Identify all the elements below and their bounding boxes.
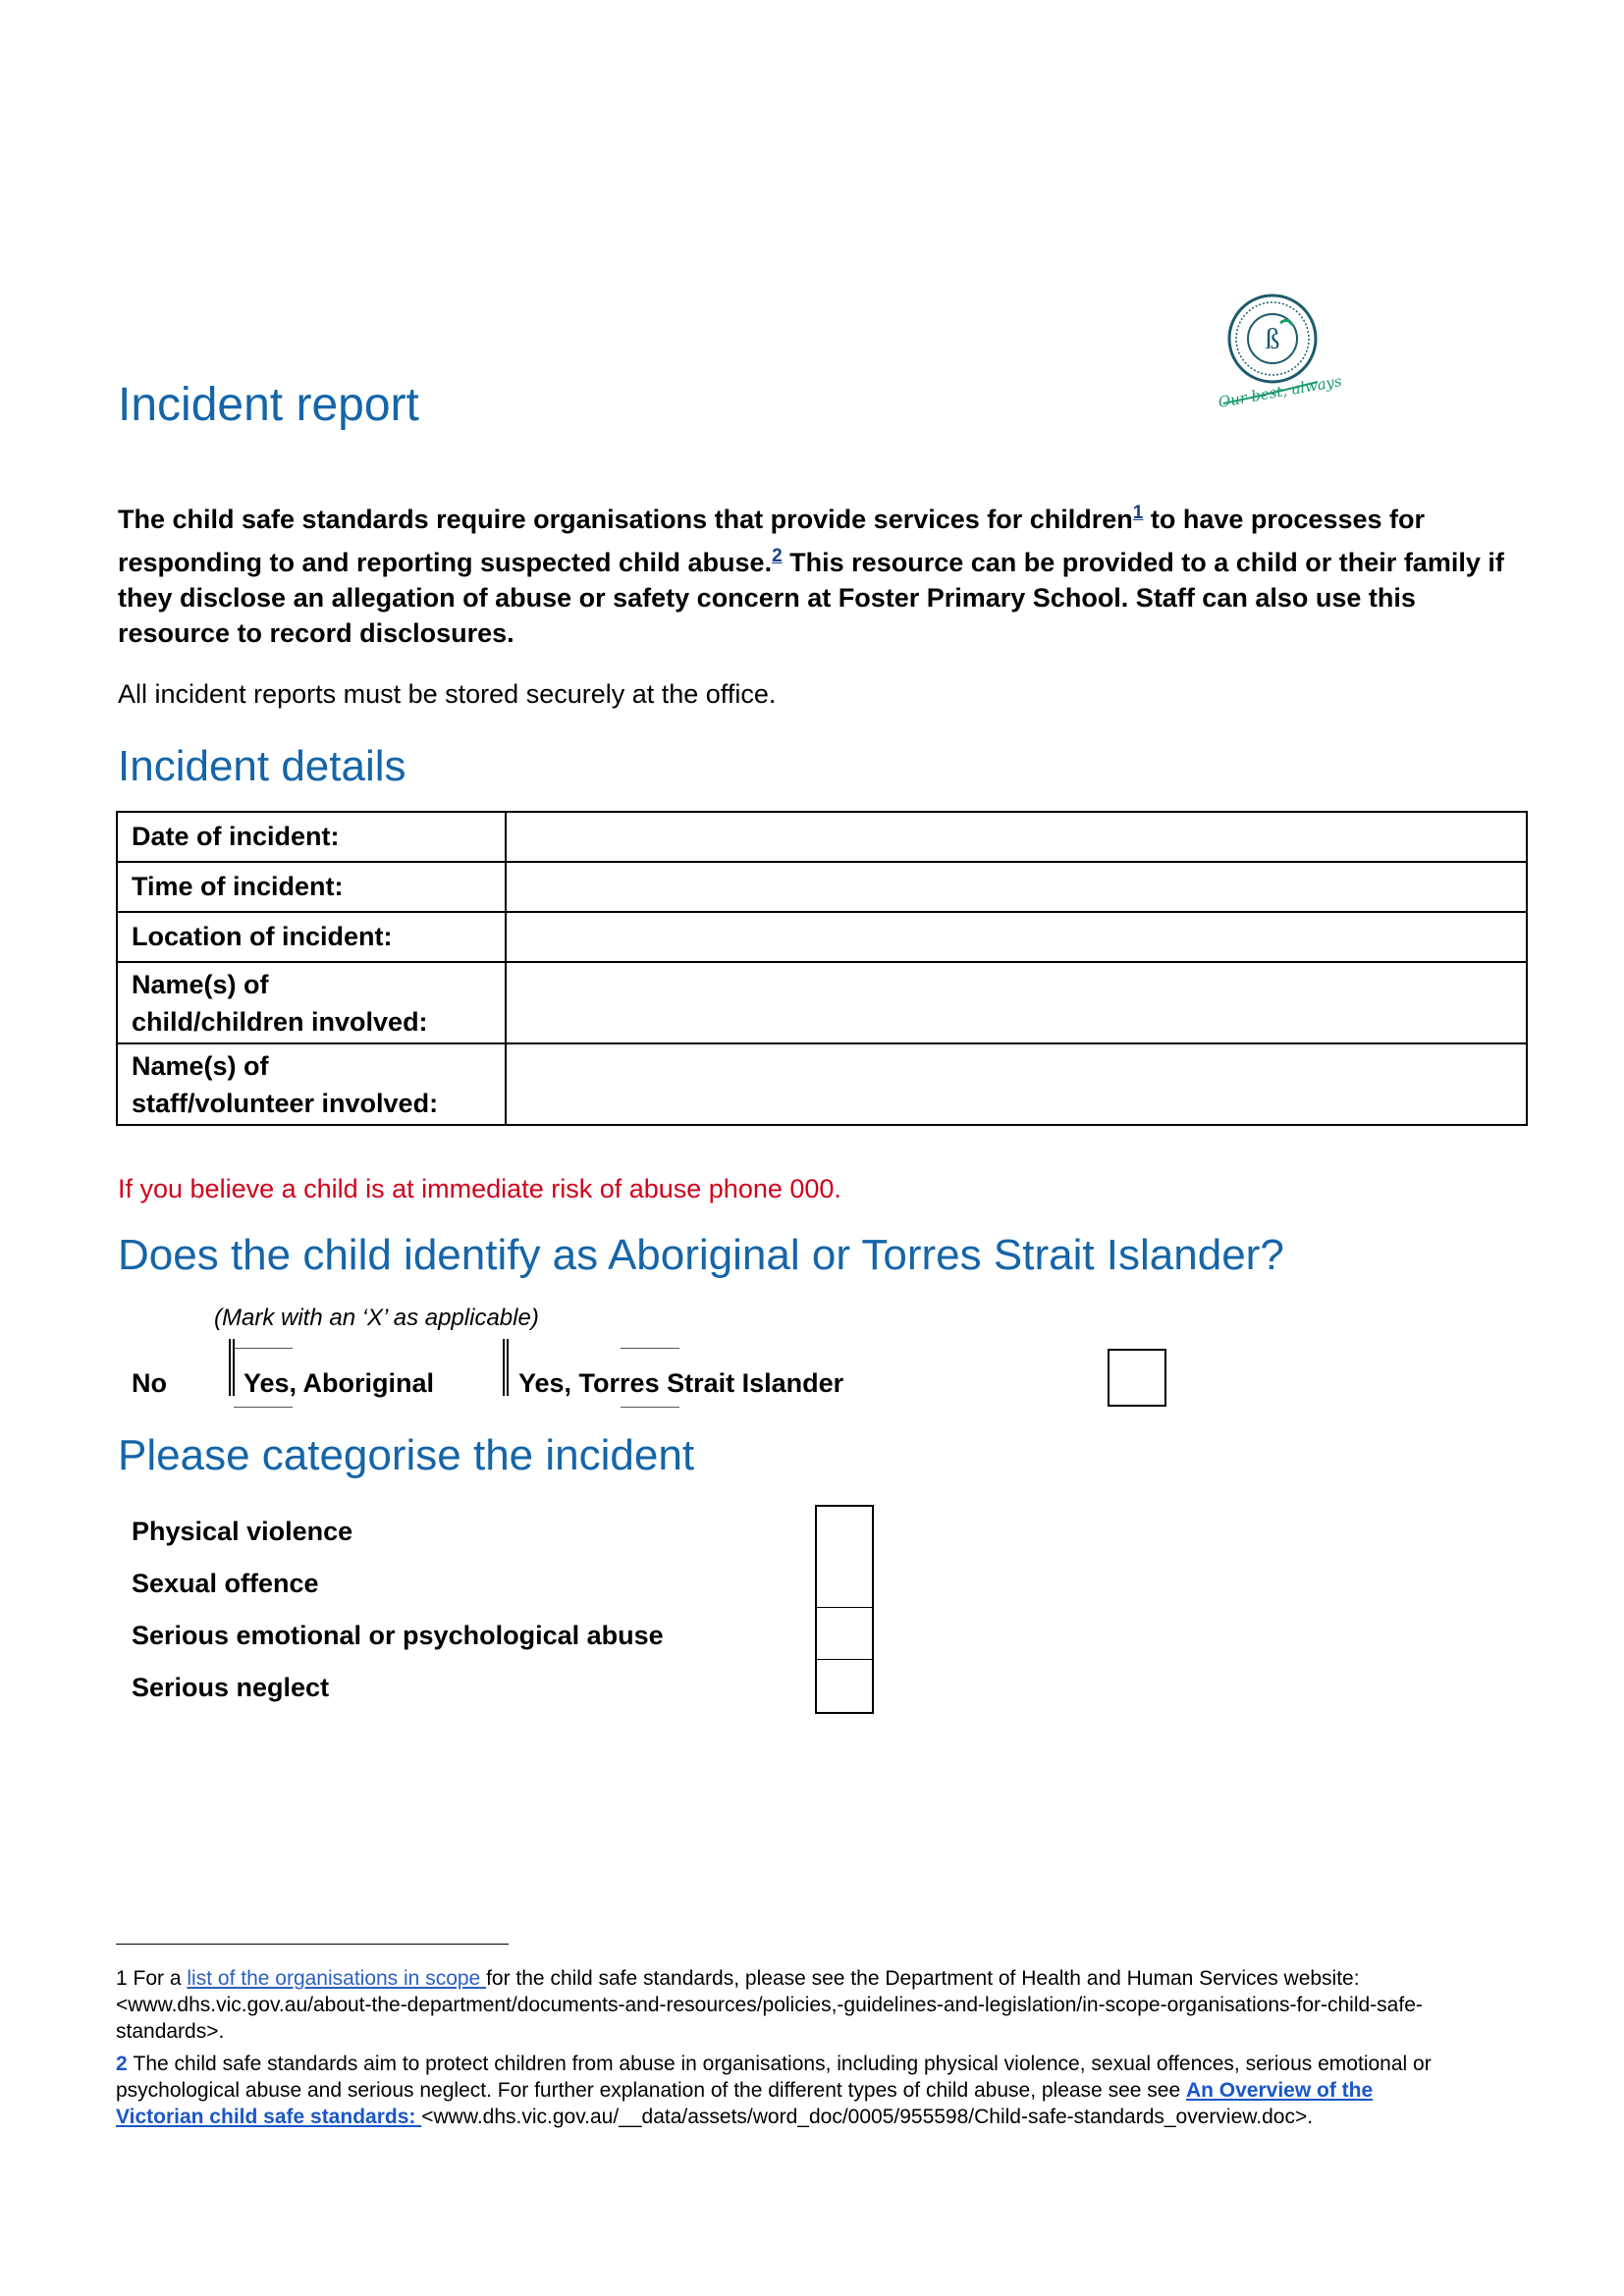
date-field[interactable] — [506, 812, 1527, 862]
category-sexual-label: Sexual offence — [132, 1569, 319, 1598]
time-label: Time of incident: — [117, 862, 506, 912]
option-no-label: No — [132, 1368, 167, 1398]
footnote-1-text: For a — [133, 1967, 188, 1990]
organisations-in-scope-link[interactable]: list of the organisations in scope — [187, 1967, 487, 1990]
table-row — [117, 862, 1527, 912]
footnote-1-text-cont: for the child safe standards, please see the Department of Health and Human Services website: — [486, 1967, 1360, 1990]
category-physical-label: Physical violence — [132, 1517, 353, 1546]
children-label — [117, 962, 506, 1043]
overview-link-part1[interactable]: An Overview of the — [1185, 2079, 1374, 2102]
footnote-2-text-cont: psychological abuse and serious neglect. For further explanation of the different types of child abuse, please see see — [116, 2079, 1186, 2102]
staff-label-line2: staff/volunteer involved: — [132, 1088, 439, 1118]
mark-hint: (Mark with an ‘X’ as applicable) — [214, 1305, 539, 1331]
risk-warning: If you believe a child is at immediate risk of abuse phone 000. — [118, 1174, 841, 1203]
storage-note: All incident reports must be stored securely at the office. — [118, 679, 777, 709]
checkbox-neglect[interactable] — [815, 1660, 874, 1714]
footnote-ref-2[interactable]: 2 — [772, 546, 783, 566]
checkbox-aboriginal-edge[interactable] — [503, 1339, 509, 1396]
option-torres-label: Yes, Torres Strait Islander — [518, 1368, 844, 1398]
children-field[interactable] — [506, 962, 1527, 1043]
footnote-2-url: <www.dhs.vic.gov.au/__data/assets/word_doc/0005/955598/Child-safe-standards_overview.doc>. — [421, 2106, 1314, 2128]
time-field[interactable] — [506, 862, 1527, 912]
category-neglect-label: Serious neglect — [132, 1673, 330, 1702]
intro-text-3: This resource can be provided to a child or their family if they disclose an allegation of abuse or safety concern at Foster Primary School. Staff can also use this resource to record disclosures. — [118, 548, 1504, 648]
location-field[interactable] — [506, 912, 1527, 962]
incident-details-table — [116, 811, 1528, 1126]
footnote-2-number: 2 — [116, 2053, 128, 2075]
table-row — [117, 912, 1527, 962]
staff-label — [117, 1043, 506, 1125]
table-row — [117, 1043, 1527, 1125]
identify-heading: Does the child identify as Aboriginal or Torres Strait Islander? — [118, 1231, 1284, 1279]
intro-paragraph — [118, 494, 1512, 651]
overview-link-part2[interactable]: Victorian child safe standards: — [116, 2106, 422, 2128]
checkbox-rule — [621, 1407, 679, 1408]
footnote-2 — [116, 2051, 1520, 2130]
staff-field[interactable] — [506, 1043, 1527, 1125]
date-label: Date of incident: — [117, 812, 506, 862]
page-title: Incident report — [118, 379, 419, 431]
category-emotional-label: Serious emotional or psychological abuse — [132, 1621, 664, 1650]
checkbox-rule — [621, 1348, 679, 1349]
table-row — [117, 812, 1527, 862]
children-label-line2: child/children involved: — [132, 1006, 428, 1037]
footnote-divider — [116, 1944, 509, 1945]
incident-details-heading: Incident details — [118, 742, 406, 790]
footnote-1-url-1: <www.dhs.vic.gov.au/about-the-department/documents-and-resources/policies,-guidelines-and-legislation/in-scope-organisations-for-child-safe- — [116, 1994, 1423, 2016]
school-logo — [1217, 290, 1343, 417]
location-label: Location of incident: — [117, 912, 506, 962]
option-aboriginal-label: Yes, Aboriginal — [244, 1368, 435, 1398]
svg-text:ß: ß — [1265, 323, 1280, 355]
checkbox-rule — [234, 1348, 293, 1349]
intro-text-1: The child safe standards require organisations that provide services for children — [118, 505, 1133, 534]
checkbox-sexual[interactable] — [815, 1557, 874, 1609]
checkbox-emotional[interactable] — [815, 1608, 874, 1661]
checkbox-physical[interactable] — [815, 1505, 874, 1559]
checkbox-rule — [234, 1407, 293, 1408]
staff-label-line1: Name(s) of — [132, 1050, 269, 1081]
intro-text-2: to have processes for responding to and reporting suspected child abuse. — [118, 505, 1426, 577]
footnote-1-url-2: standards>. — [116, 2020, 225, 2043]
footnote-2-text: The child safe standards aim to protect children from abuse in organisations, including physical violence, sexual offences, serious emotional or — [133, 2053, 1432, 2075]
table-row — [117, 962, 1527, 1043]
footnote-1-number: 1 — [116, 1967, 128, 1990]
checkbox-torres[interactable] — [1108, 1349, 1166, 1407]
categorise-heading: Please categorise the incident — [118, 1431, 695, 1479]
footnote-ref-1[interactable]: 1 — [1132, 503, 1144, 523]
children-label-line1: Name(s) of — [132, 969, 269, 999]
logo-tagline: Our best, always — [1217, 372, 1343, 411]
footnote-1 — [116, 1965, 1520, 2045]
